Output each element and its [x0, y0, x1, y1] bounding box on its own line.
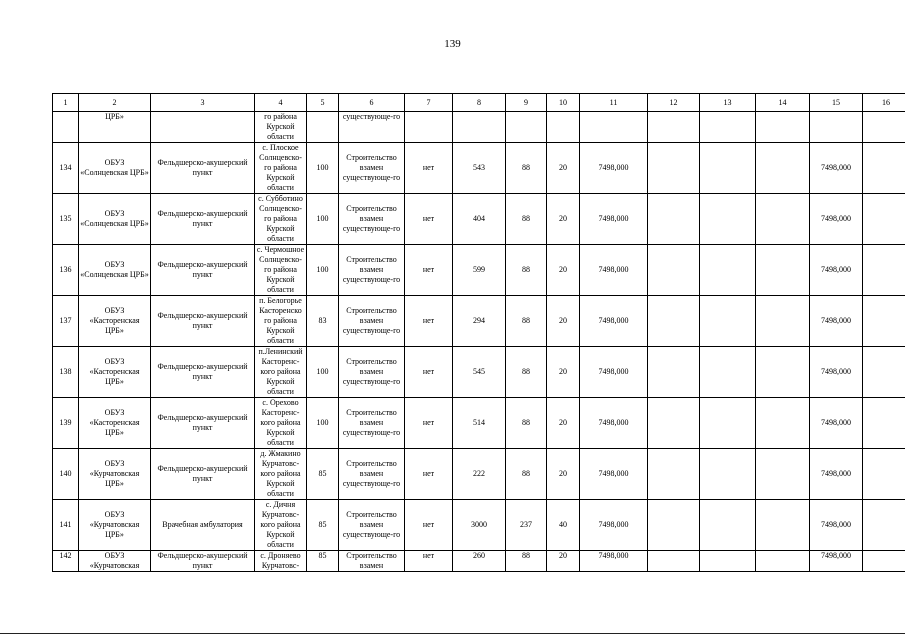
cell-c1: 138	[53, 347, 79, 398]
cell-c13	[700, 245, 756, 296]
data-table	[52, 93, 905, 572]
column-header: 3	[151, 94, 255, 112]
cell-c16	[863, 449, 905, 500]
cell-c8	[453, 112, 506, 143]
cell-c12	[648, 112, 700, 143]
cell-c8: 543	[453, 143, 506, 194]
cell-c4: с. Субботино Солнцевско-го района Курской области	[255, 194, 307, 245]
cell-c14	[756, 245, 810, 296]
table-row	[53, 194, 905, 245]
cell-c6: Строительство взамен существующе-го	[339, 398, 405, 449]
cell-c10: 40	[547, 500, 580, 551]
cell-c5: 100	[307, 143, 339, 194]
cell-c4: с. Орехово Касторенс-кого района Курской области	[255, 398, 307, 449]
cell-c2: ОБУЗ «Курчатовская ЦРБ»	[79, 449, 151, 500]
column-header: 13	[700, 94, 756, 112]
cell-c14	[756, 449, 810, 500]
cell-c15: 7498,000	[810, 500, 863, 551]
cell-c13	[700, 449, 756, 500]
page-number: 139	[444, 38, 461, 50]
cell-c16	[863, 500, 905, 551]
cell-c4: п. Белогорье Касторенско го района Курской области	[255, 296, 307, 347]
cell-c16	[863, 112, 905, 143]
cell-c16	[863, 143, 905, 194]
cell-c1: 135	[53, 194, 79, 245]
cell-c2: ОБУЗ «Касторенская ЦРБ»	[79, 398, 151, 449]
cell-c6: Строительство взамен существующе-го	[339, 500, 405, 551]
cell-c7: нет	[405, 245, 453, 296]
cell-c3: Врачебная амбулатория	[151, 500, 255, 551]
cell-c13	[700, 143, 756, 194]
cell-c16	[863, 194, 905, 245]
cell-c2: ОБУЗ «Солнцевская ЦРБ»	[79, 143, 151, 194]
column-header: 10	[547, 94, 580, 112]
cell-c2: ОБУЗ «Солнцевская ЦРБ»	[79, 194, 151, 245]
cell-c13	[700, 296, 756, 347]
cell-c9: 88	[506, 194, 547, 245]
cell-c5	[307, 112, 339, 143]
cell-c4: с. Плоское Солнцевско-го района Курской области	[255, 143, 307, 194]
cell-c8: 514	[453, 398, 506, 449]
cell-c15: 7498,000	[810, 347, 863, 398]
cell-c15: 7498,000	[810, 296, 863, 347]
cell-c16	[863, 347, 905, 398]
cell-c11: 7498,000	[580, 143, 648, 194]
cell-c12	[648, 194, 700, 245]
cell-c14	[756, 143, 810, 194]
cell-c10: 20	[547, 296, 580, 347]
cell-c6: Строительство взамен существующе-го	[339, 296, 405, 347]
cell-c7: нет	[405, 398, 453, 449]
cell-c3: Фельдшерско-акушерский пункт	[151, 296, 255, 347]
cell-c3: Фельдшерско-акушерский пункт	[151, 551, 255, 572]
cell-c8: 404	[453, 194, 506, 245]
page-bottom-edge	[0, 633, 905, 634]
cell-c9: 88	[506, 296, 547, 347]
cell-c16	[863, 551, 905, 572]
cell-c11: 7498,000	[580, 245, 648, 296]
cell-c5: 85	[307, 449, 339, 500]
cell-c13	[700, 194, 756, 245]
cell-c11: 7498,000	[580, 296, 648, 347]
column-header: 4	[255, 94, 307, 112]
cell-c1: 134	[53, 143, 79, 194]
cell-c6: Строительство взамен существующе-го	[339, 194, 405, 245]
cell-c10: 20	[547, 245, 580, 296]
cell-c8: 294	[453, 296, 506, 347]
cell-c1: 137	[53, 296, 79, 347]
cell-c11: 7498,000	[580, 551, 648, 572]
cell-c5: 100	[307, 347, 339, 398]
cell-c5: 85	[307, 500, 339, 551]
cell-c12	[648, 296, 700, 347]
table-row	[53, 296, 905, 347]
cell-c4: д. Жмакино Курчатовс-кого района Курской области	[255, 449, 307, 500]
cell-c11: 7498,000	[580, 500, 648, 551]
cell-c10	[547, 112, 580, 143]
cell-c4: с. Дичня Курчатовс-кого района Курской области	[255, 500, 307, 551]
cell-c9: 88	[506, 449, 547, 500]
table-row	[53, 398, 905, 449]
table-row	[53, 245, 905, 296]
cell-c16	[863, 296, 905, 347]
cell-c7: нет	[405, 347, 453, 398]
cell-c11: 7498,000	[580, 449, 648, 500]
cell-c16	[863, 245, 905, 296]
cell-c5: 83	[307, 296, 339, 347]
cell-c9	[506, 112, 547, 143]
cell-c3: Фельдшерско-акушерский пункт	[151, 398, 255, 449]
cell-c8: 222	[453, 449, 506, 500]
column-header: 6	[339, 94, 405, 112]
cell-c5: 100	[307, 398, 339, 449]
cell-c6: Строительство взамен существующе-го	[339, 449, 405, 500]
column-header: 11	[580, 94, 648, 112]
cell-c14	[756, 112, 810, 143]
cell-c14	[756, 398, 810, 449]
cell-c9: 88	[506, 347, 547, 398]
cell-c9: 88	[506, 245, 547, 296]
cell-c10: 20	[547, 194, 580, 245]
cell-c7: нет	[405, 500, 453, 551]
continuation-row	[53, 112, 905, 143]
cell-c1: 139	[53, 398, 79, 449]
cell-c10: 20	[547, 449, 580, 500]
cell-c12	[648, 500, 700, 551]
cell-c2: ОБУЗ «Касторенская ЦРБ»	[79, 347, 151, 398]
cell-c10: 20	[547, 347, 580, 398]
column-header: 15	[810, 94, 863, 112]
cell-c14	[756, 296, 810, 347]
column-header: 9	[506, 94, 547, 112]
table-row	[53, 347, 905, 398]
cell-c15: 7498,000	[810, 194, 863, 245]
table-body	[53, 94, 905, 572]
cell-c3	[151, 112, 255, 143]
cell-c12	[648, 245, 700, 296]
cell-c15: 7498,000	[810, 245, 863, 296]
cell-c9: 88	[506, 551, 547, 572]
cell-c4: с. Дроняево Курчатовс-	[255, 551, 307, 572]
cell-c15: 7498,000	[810, 398, 863, 449]
cell-c5: 100	[307, 245, 339, 296]
cell-c13	[700, 551, 756, 572]
cell-c6: Строительство взамен существующе-го	[339, 347, 405, 398]
cell-c8: 545	[453, 347, 506, 398]
cell-c14	[756, 194, 810, 245]
cell-c7: нет	[405, 296, 453, 347]
cell-c14	[756, 500, 810, 551]
cell-c8: 3000	[453, 500, 506, 551]
column-header: 1	[53, 94, 79, 112]
cell-c9: 237	[506, 500, 547, 551]
cell-c7	[405, 112, 453, 143]
cell-c6: Строительство взамен существующе-го	[339, 143, 405, 194]
cell-c11	[580, 112, 648, 143]
cell-c1	[53, 112, 79, 143]
cell-c13	[700, 347, 756, 398]
cell-c7: нет	[405, 194, 453, 245]
cell-c7: нет	[405, 551, 453, 572]
cell-c1: 141	[53, 500, 79, 551]
cell-c10: 20	[547, 398, 580, 449]
cell-c12	[648, 551, 700, 572]
cell-c6: Строительство взамен	[339, 551, 405, 572]
cell-c2: ОБУЗ «Солнцевская ЦРБ»	[79, 245, 151, 296]
table-row	[53, 449, 905, 500]
column-header: 14	[756, 94, 810, 112]
cell-c12	[648, 347, 700, 398]
cell-c2: ЦРБ»	[79, 112, 151, 143]
cell-c10: 20	[547, 143, 580, 194]
cell-c4: го района Курской области	[255, 112, 307, 143]
cell-c11: 7498,000	[580, 194, 648, 245]
column-header: 7	[405, 94, 453, 112]
cell-c2: ОБУЗ «Курчатовская	[79, 551, 151, 572]
table-row	[53, 500, 905, 551]
cell-c15: 7498,000	[810, 551, 863, 572]
column-header: 8	[453, 94, 506, 112]
cell-c13	[700, 500, 756, 551]
table-row	[53, 143, 905, 194]
cell-c12	[648, 398, 700, 449]
cell-c3: Фельдшерско-акушерский пункт	[151, 449, 255, 500]
cell-c9: 88	[506, 143, 547, 194]
column-header: 5	[307, 94, 339, 112]
cell-c4: с. Чермошное Солнцевско-го района Курской области	[255, 245, 307, 296]
cell-c8: 599	[453, 245, 506, 296]
cell-c12	[648, 143, 700, 194]
cell-c7: нет	[405, 449, 453, 500]
column-header: 16	[863, 94, 905, 112]
cell-c10: 20	[547, 551, 580, 572]
column-header: 12	[648, 94, 700, 112]
cell-c3: Фельдшерско-акушерский пункт	[151, 245, 255, 296]
column-number-row	[53, 94, 905, 112]
cell-c15	[810, 112, 863, 143]
cell-c7: нет	[405, 143, 453, 194]
cell-c1: 142	[53, 551, 79, 572]
cell-c15: 7498,000	[810, 449, 863, 500]
cell-c1: 136	[53, 245, 79, 296]
column-header: 2	[79, 94, 151, 112]
cell-c3: Фельдшерско-акушерский пункт	[151, 194, 255, 245]
cell-c8: 260	[453, 551, 506, 572]
cell-c2: ОБУЗ «Курчатовская ЦРБ»	[79, 500, 151, 551]
cell-c12	[648, 449, 700, 500]
cell-c5: 100	[307, 194, 339, 245]
cell-c14	[756, 347, 810, 398]
cell-c16	[863, 398, 905, 449]
cell-c9: 88	[506, 398, 547, 449]
cell-c15: 7498,000	[810, 143, 863, 194]
cell-c14	[756, 551, 810, 572]
cell-c3: Фельдшерско-акушерский пункт	[151, 347, 255, 398]
cell-c6: Строительство взамен существующе-го	[339, 245, 405, 296]
cell-c3: Фельдшерско-акушерский пункт	[151, 143, 255, 194]
cell-c1: 140	[53, 449, 79, 500]
cell-c13	[700, 112, 756, 143]
cell-c6: существующе-го	[339, 112, 405, 143]
cell-c4: п.Ленинский Касторенс-кого района Курской области	[255, 347, 307, 398]
cell-c11: 7498,000	[580, 347, 648, 398]
cell-c2: ОБУЗ «Касторенская ЦРБ»	[79, 296, 151, 347]
cell-c13	[700, 398, 756, 449]
cell-c11: 7498,000	[580, 398, 648, 449]
cell-c5: 85	[307, 551, 339, 572]
table-row	[53, 551, 905, 572]
